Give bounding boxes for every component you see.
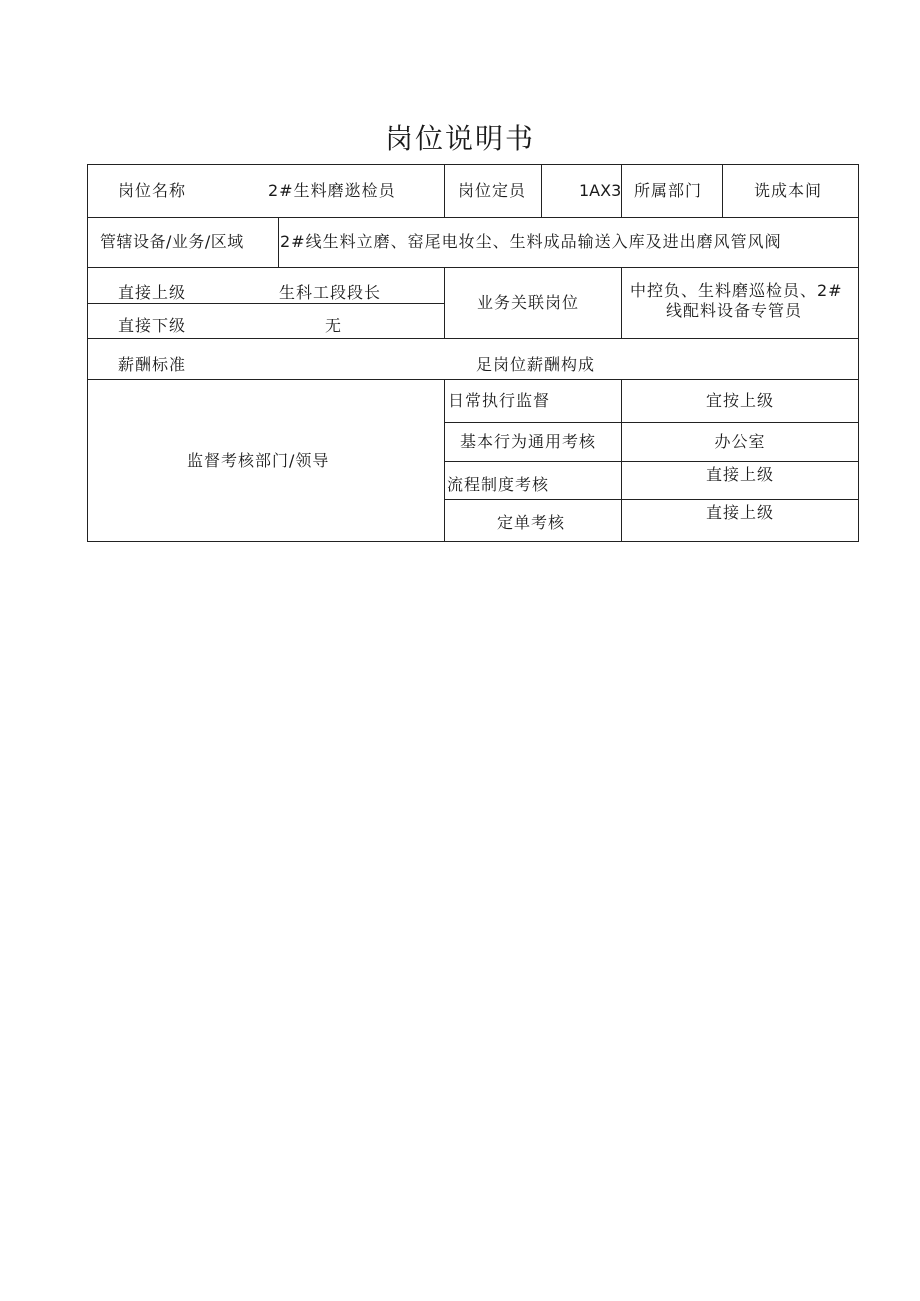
scope-label: 管辖设备/业务/区域: [100, 232, 244, 251]
position-name-value: 2#生料磨逖检员: [268, 181, 396, 200]
subordinate-label: 直接下级: [118, 316, 187, 335]
supervision-item-value: 直接上级: [705, 465, 774, 484]
supervision-item-value: 办公室: [714, 432, 766, 451]
supervision-item-label: 日常执行监督: [448, 391, 551, 410]
scope-value: 2#线生料立磨、窑尾电妆尘、生料成品输送入库及进出磨风管风阀: [280, 232, 782, 251]
supervision-item-label: 定单考核: [497, 513, 566, 532]
related-value: 中控负、生料磨巡检员、2#线配料设备专管员: [630, 281, 843, 320]
page-title: 岗位说明书: [384, 122, 535, 155]
subordinate-value: 无: [325, 316, 343, 335]
headcount-value: 1AX3: [579, 181, 622, 200]
department-value: 诜成本间: [754, 181, 823, 200]
supervision-label: 监督考核部门/领导: [187, 451, 330, 470]
supervision-item-label: 基本行为通用考核: [460, 432, 597, 451]
salary-label: 薪酬标准: [118, 355, 187, 374]
supervision-item-value: 直接上级: [705, 503, 774, 522]
supervision-item-label: 流程制度考核: [447, 475, 550, 494]
superior-divider: [87, 303, 445, 304]
superior-value: 生科工段段长: [279, 283, 382, 302]
salary-value: 足岗位薪酬构成: [476, 355, 596, 374]
headcount-label: 岗位定员: [458, 181, 527, 200]
related-label: 业务关联岗位: [477, 293, 580, 312]
superior-label: 直接上级: [118, 283, 187, 302]
supervision-item-value: 宜按上级: [705, 391, 774, 410]
position-name-label: 岗位名称: [118, 181, 187, 200]
department-label: 所属部门: [634, 181, 703, 200]
